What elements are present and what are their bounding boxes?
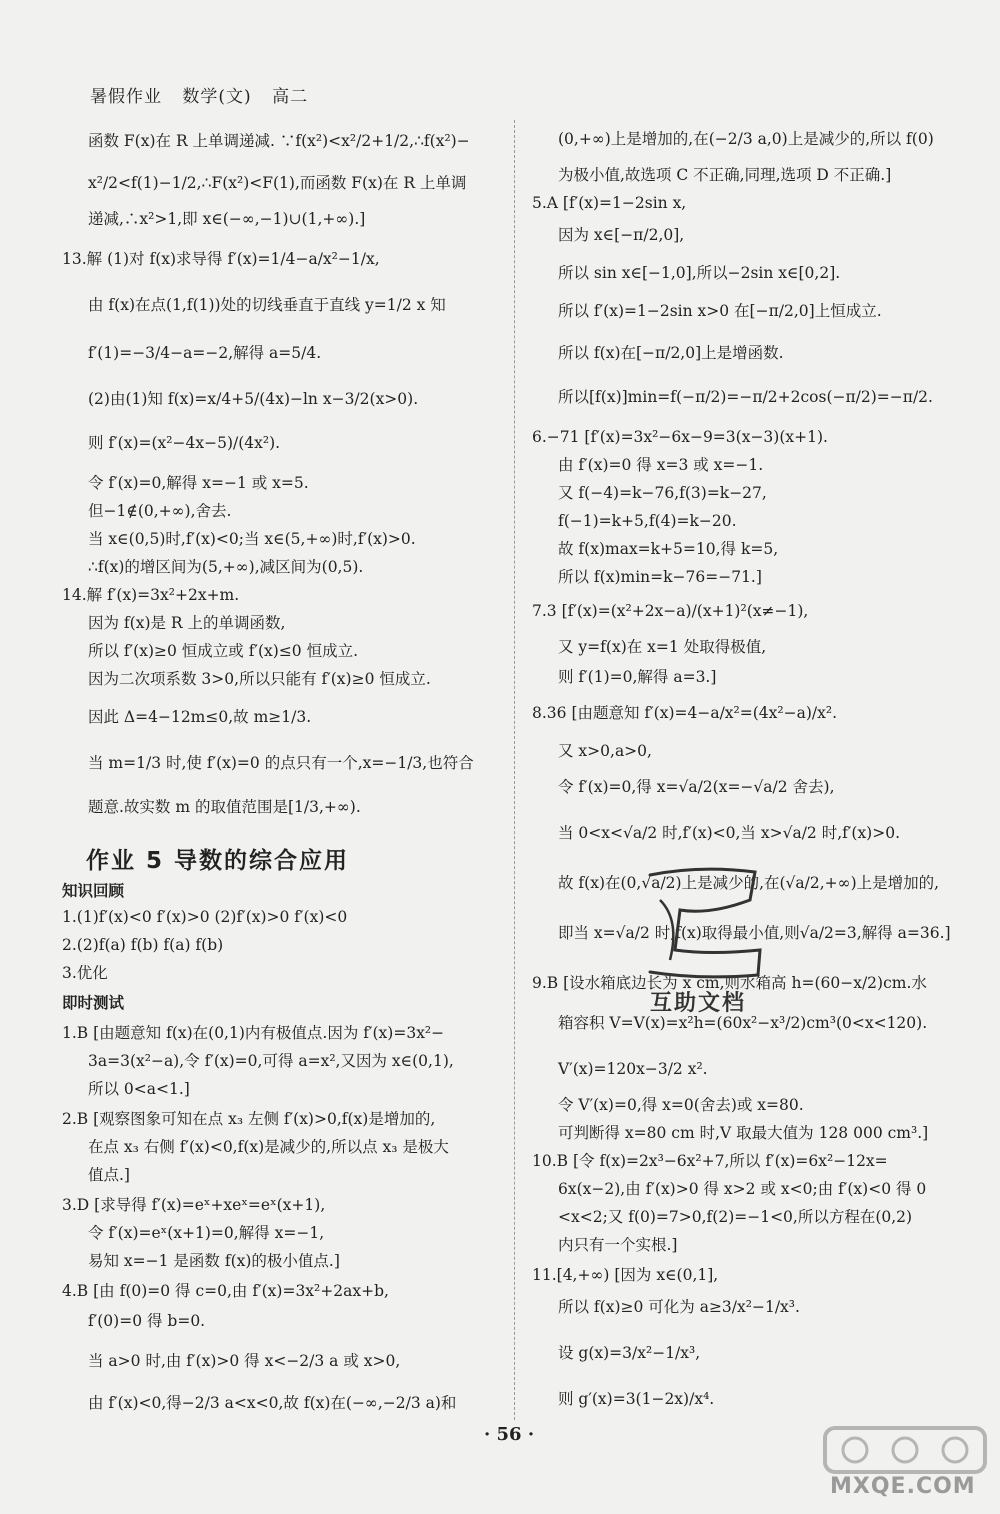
text-line: 则 g′(x)=3(1−2x)/x⁴. (558, 1390, 715, 1408)
test-line: f′(0)=0 得 b=0. (88, 1312, 206, 1330)
text-line: 所以 f′(x)≥0 恒成立或 f′(x)≤0 恒成立. (88, 642, 359, 660)
text-line: 函数 F(x)在 R 上单调递减. ∵f(x²)<x²/2+1/2,∴f(x²)− (88, 132, 470, 150)
text-line: 6.−71 [f′(x)=3x²−6x−9=3(x−3)(x+1). (532, 428, 828, 446)
text-line: 因为 x∈[−π/2,0], (558, 226, 685, 244)
text-line: 即当 x=√a/2 时,f(x)取得最小值,则√a/2=3,解得 a=36.] (558, 924, 951, 942)
text-line: 所以 f(x)min=k−76=−71.] (558, 568, 762, 586)
header-grade: 高二 (272, 87, 309, 107)
text-line: 7.3 [f′(x)=(x²+2x−a)/(x+1)²(x≠−1), (532, 602, 809, 620)
column-divider (514, 120, 515, 1420)
test-line: 由 f′(x)<0,得−2/3 a<x<0,故 f(x)在(−∞,−2/3 a)和 (88, 1394, 457, 1412)
text-line: 箱容积 V=V(x)=x²h=(60x²−x³/2)cm³(0<x<120). (558, 1014, 928, 1032)
text-line: 所以 f′(x)=1−2sin x>0 在[−π/2,0]上恒成立. (558, 302, 882, 320)
text-line: 因为二次项系数 3>0,所以只能有 f′(x)≥0 恒成立. (88, 670, 431, 688)
text-line: (0,+∞)上是增加的,在(−2/3 a,0)上是减少的,所以 f(0) (558, 130, 934, 148)
text-line: V′(x)=120x−3/2 x². (558, 1060, 708, 1078)
test-line: 4.B [由 f(0)=0 得 c=0,由 f′(x)=3x²+2ax+b, (62, 1282, 389, 1300)
text-line: 内只有一个实根.] (558, 1236, 678, 1254)
text-line: 则 f′(1)=0,解得 a=3.] (558, 668, 717, 686)
text-line: 所以 f(x)≥0 可化为 a≥3/x²−1/x³. (558, 1298, 800, 1316)
text-line: 可判断得 x=80 cm 时,V 取最大值为 128 000 cm³.] (558, 1124, 929, 1142)
text-line: 故 f(x)在(0,√a/2)上是减少的,在(√a/2,+∞)上是增加的, (558, 874, 940, 892)
text-line: 所以[f(x)]min=f(−π/2)=−π/2+2cos(−π/2)=−π/2. (558, 388, 933, 406)
text-line: 为极小值,故选项 C 不正确,同理,选项 D 不正确.] (558, 166, 892, 184)
test-line: 3.D [求导得 f′(x)=eˣ+xeˣ=eˣ(x+1), (62, 1196, 326, 1214)
text-line: 由 f(x)在点(1,f(1))处的切线垂直于直线 y=1/2 x 知 (88, 296, 446, 314)
watermark-text: MXQE.COM (830, 1474, 976, 1499)
text-line: 由 f′(x)=0 得 x=3 或 x=−1. (558, 456, 764, 474)
header-series: 暑假作业 (90, 87, 162, 107)
text-line: f(−1)=k+5,f(4)=k−20. (558, 512, 737, 530)
page-header (90, 82, 322, 107)
text-line: 8.36 [由题意知 f′(x)=4−a/x²=(4x²−a)/x². (532, 704, 837, 722)
test-line: 令 f′(x)=eˣ(x+1)=0,解得 x=−1, (88, 1224, 325, 1242)
test-heading: 即时测试 (62, 994, 125, 1012)
text-line: 6x(x−2),由 f′(x)>0 得 x>2 或 x<0;由 f′(x)<0 得 0 (558, 1180, 927, 1198)
text-line: 令 V′(x)=0,得 x=0(舍去)或 x=80. (558, 1096, 804, 1114)
text-line: 11.[4,+∞) [因为 x∈(0,1], (532, 1266, 719, 1284)
text-line: 令 f′(x)=0,得 x=√a/2(x=−√a/2 舍去), (558, 778, 835, 796)
stamp-text: 互助文档 (650, 990, 747, 1016)
knowledge-heading: 知识回顾 (62, 882, 125, 900)
knowledge-line: 2.(2)f(a) f(b) f(a) f(b) (62, 936, 224, 954)
text-line: 13.解 (1)对 f(x)求导得 f′(x)=1/4−a/x²−1/x, (62, 250, 380, 268)
text-line: 但−1∉(0,+∞),舍去. (88, 502, 232, 520)
text-line: 9.B [设水箱底边长为 x cm,则水箱高 h=(60−x/2)cm.水 (532, 974, 927, 992)
knowledge-line: 1.(1)f′(x)<0 f′(x)>0 (2)f′(x)>0 f′(x)<0 (62, 908, 348, 926)
text-line: (2)由(1)知 f(x)=x/4+5/(4x)−ln x−3/2(x>0). (88, 390, 419, 408)
test-line: 1.B [由题意知 f(x)在(0,1)内有极值点.因为 f′(x)=3x²− (62, 1024, 445, 1042)
text-line: ∴f(x)的增区间为(5,+∞),减区间为(0,5). (88, 558, 364, 576)
text-line: 当 m=1/3 时,使 f′(x)=0 的点只有一个,x=−1/3,也符合 (88, 754, 474, 772)
text-line: 10.B [令 f(x)=2x³−6x²+7,所以 f′(x)=6x²−12x= (532, 1152, 888, 1170)
text-line: 又 y=f(x)在 x=1 处取得极值, (558, 638, 767, 656)
text-line: 因为 f(x)是 R 上的单调函数, (88, 614, 286, 632)
text-line: 题意.故实数 m 的取值范围是[1/3,+∞). (88, 798, 361, 816)
text-line: 因此 Δ=4−12m≤0,故 m≥1/3. (88, 708, 312, 726)
text-line: 所以 f(x)在[−π/2,0]上是增函数. (558, 344, 784, 362)
test-line: 所以 0<a<1.] (88, 1080, 190, 1098)
section-title: 作业 5 导数的综合应用 (86, 848, 350, 874)
text-line: <x<2;又 f(0)=7>0,f(2)=−1<0,所以方程在(0,2) (558, 1208, 913, 1226)
test-line: 2.B [观察图象可知在点 x₃ 左侧 f′(x)>0,f(x)是增加的, (62, 1110, 436, 1128)
test-line: 3a=3(x²−a),令 f′(x)=0,可得 a=x²,又因为 x∈(0,1), (88, 1052, 454, 1070)
text-line: 递减,∴x²>1,即 x∈(−∞,−1)∪(1,+∞).] (88, 210, 366, 228)
text-line: 故 f(x)max=k+5=10,得 k=5, (558, 540, 779, 558)
test-line: 在点 x₃ 右侧 f′(x)<0,f(x)是减少的,所以点 x₃ 是极大 (88, 1138, 449, 1156)
header-subject: 数学(文) (182, 87, 252, 107)
test-line: 值点.] (88, 1166, 130, 1184)
text-line: 5.A [f′(x)=1−2sin x, (532, 194, 687, 212)
test-line: 易知 x=−1 是函数 f(x)的极小值点.] (88, 1252, 340, 1270)
text-line: x²/2<f(1)−1/2,∴F(x²)<F(1),而函数 F(x)在 R 上单调 (88, 174, 467, 192)
text-line: 则 f′(x)=(x²−4x−5)/(4x²). (88, 434, 281, 452)
text-line: 令 f′(x)=0,解得 x=−1 或 x=5. (88, 474, 309, 492)
test-line: 当 a>0 时,由 f′(x)>0 得 x<−2/3 a 或 x>0, (88, 1352, 401, 1370)
text-line: 当 x∈(0,5)时,f′(x)<0;当 x∈(5,+∞)时,f′(x)>0. (88, 530, 416, 548)
text-line: 14.解 f′(x)=3x²+2x+m. (62, 586, 240, 604)
knowledge-line: 3.优化 (62, 964, 108, 982)
text-line: 所以 sin x∈[−1,0],所以−2sin x∈[0,2]. (558, 264, 841, 282)
text-line: f′(1)=−3/4−a=−2,解得 a=5/4. (88, 344, 322, 362)
text-line: 当 0<x<√a/2 时,f′(x)<0,当 x>√a/2 时,f′(x)>0. (558, 824, 901, 842)
text-line: 又 x>0,a>0, (558, 742, 652, 760)
text-line: 又 f(−4)=k−76,f(3)=k−27, (558, 484, 767, 502)
text-line: 设 g(x)=3/x²−1/x³, (558, 1344, 701, 1362)
page-number: · 56 · (484, 1424, 535, 1445)
